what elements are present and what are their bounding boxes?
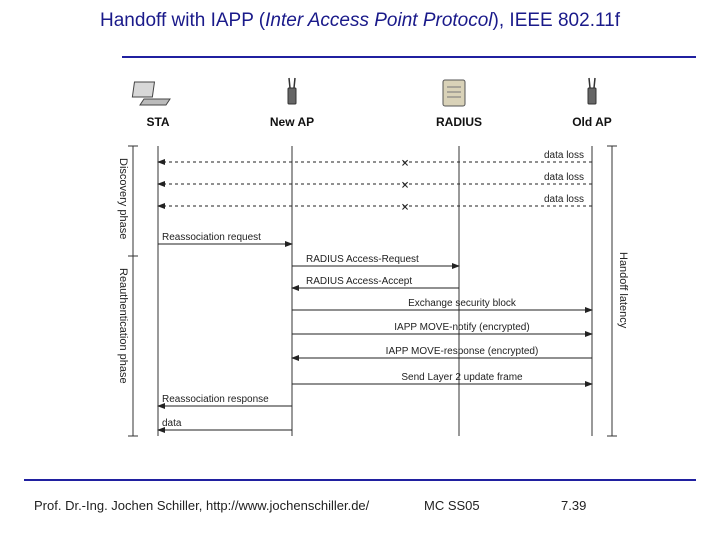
access-point-icon (288, 78, 296, 104)
handoff-latency-label: Handoff latency (617, 252, 629, 329)
entity-label-old-ap: Old AP (572, 115, 612, 129)
message-label: data loss (543, 194, 584, 205)
message-label: data loss (543, 150, 584, 161)
phase-brackets (128, 146, 617, 436)
message-label: Send Layer 2 update frame (401, 372, 523, 383)
entity-label-new-ap: New AP (269, 115, 315, 129)
laptop-icon (132, 82, 170, 105)
title-italic: Inter Access Point Protocol (265, 10, 493, 31)
footer-course: MC SS05 (424, 498, 480, 513)
message-label: RADIUS Access-Request (306, 254, 419, 265)
message-label: IAPP MOVE-notify (encrypted) (394, 322, 530, 333)
server-icon (443, 80, 465, 106)
entity-label-sta: STA (146, 115, 170, 129)
title-suffix: ), IEEE 802.11f (492, 10, 620, 31)
footer-page: 7.39 (561, 498, 587, 513)
loss-x-icon: × (401, 178, 409, 193)
message-label: Reassociation request (162, 232, 261, 243)
entity-label-radius: RADIUS (435, 115, 483, 129)
footer-rule (24, 479, 696, 481)
loss-x-icon: × (401, 200, 409, 215)
message-label: RADIUS Access-Accept (306, 276, 413, 287)
footer-author: Prof. Dr.-Ing. Jochen Schiller, http://www.jochenschiller.de/ (34, 498, 370, 513)
access-point-icon (588, 78, 596, 104)
reauthentication-phase-label: Reauthentication phase (117, 268, 129, 384)
discovery-phase-label: Discovery phase (117, 158, 129, 240)
loss-x-icon: × (401, 156, 409, 171)
message-label: data (162, 418, 182, 429)
message-label: Reassociation response (162, 394, 269, 405)
lifelines (158, 146, 592, 436)
message-label: IAPP MOVE-response (encrypted) (385, 346, 539, 357)
messages (158, 150, 592, 430)
message-label: data loss (543, 172, 584, 183)
message-label: Exchange security block (408, 298, 516, 309)
title-prefix: Handoff with IAPP ( (100, 10, 266, 31)
